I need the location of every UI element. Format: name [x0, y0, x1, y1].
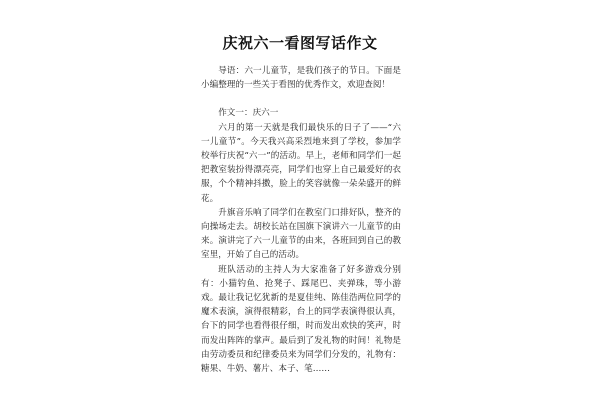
article-body	[201, 64, 401, 376]
spacer	[201, 92, 401, 106]
essay-paragraph-2: 升旗音乐响了同学们在教室门口排好队，整齐的向操场走去。胡校长站在国旗下演讲六一儿童节的由来。演讲完了六一儿童节的由来，各班回到自己的教室里，开始了自己的活动。	[201, 207, 401, 261]
article-title: 庆祝六一看图写话作文	[222, 34, 378, 52]
intro-paragraph: 导语：六一儿童节，是我们孩子的节日。下面是小编整理的一些关于看图的优秀作文，欢迎查阅！	[201, 66, 401, 91]
essay-paragraph-1: 六月的第一天就是我们最快乐的日子了——“六一儿童节”。今天我兴高采烈地来到了学校，参加学校举行庆祝“六一”的活动。早上，老师和同学们一起把教室装扮得漂亮亮，同学们也穿上自己最爱好的衣服，个个精神抖擞，脸上的笑容就像一朵朵盛开的鲜花。	[201, 122, 401, 204]
essay-paragraph-3: 班队活动的主持人为大家准备了好多游戏分别有：小猫钓鱼、抢凳子、踩尾巴、夹弹珠，等小游戏。最让我记忆犹新的是夏佳纯、陈佳浩两位同学的魔术表演，演得很精彩，台上的同学表演得很认真，台下的同学也看得很仔细，时而发出欢快的笑声，时而发出阵阵的掌声。最后到了发礼物的时间！礼物是由劳动委员和纪律委员来为同学们分发的，礼物有：糖果、牛奶、薯片、本子、笔……	[201, 264, 401, 375]
essay-heading: 作文一：庆六一	[218, 108, 279, 119]
